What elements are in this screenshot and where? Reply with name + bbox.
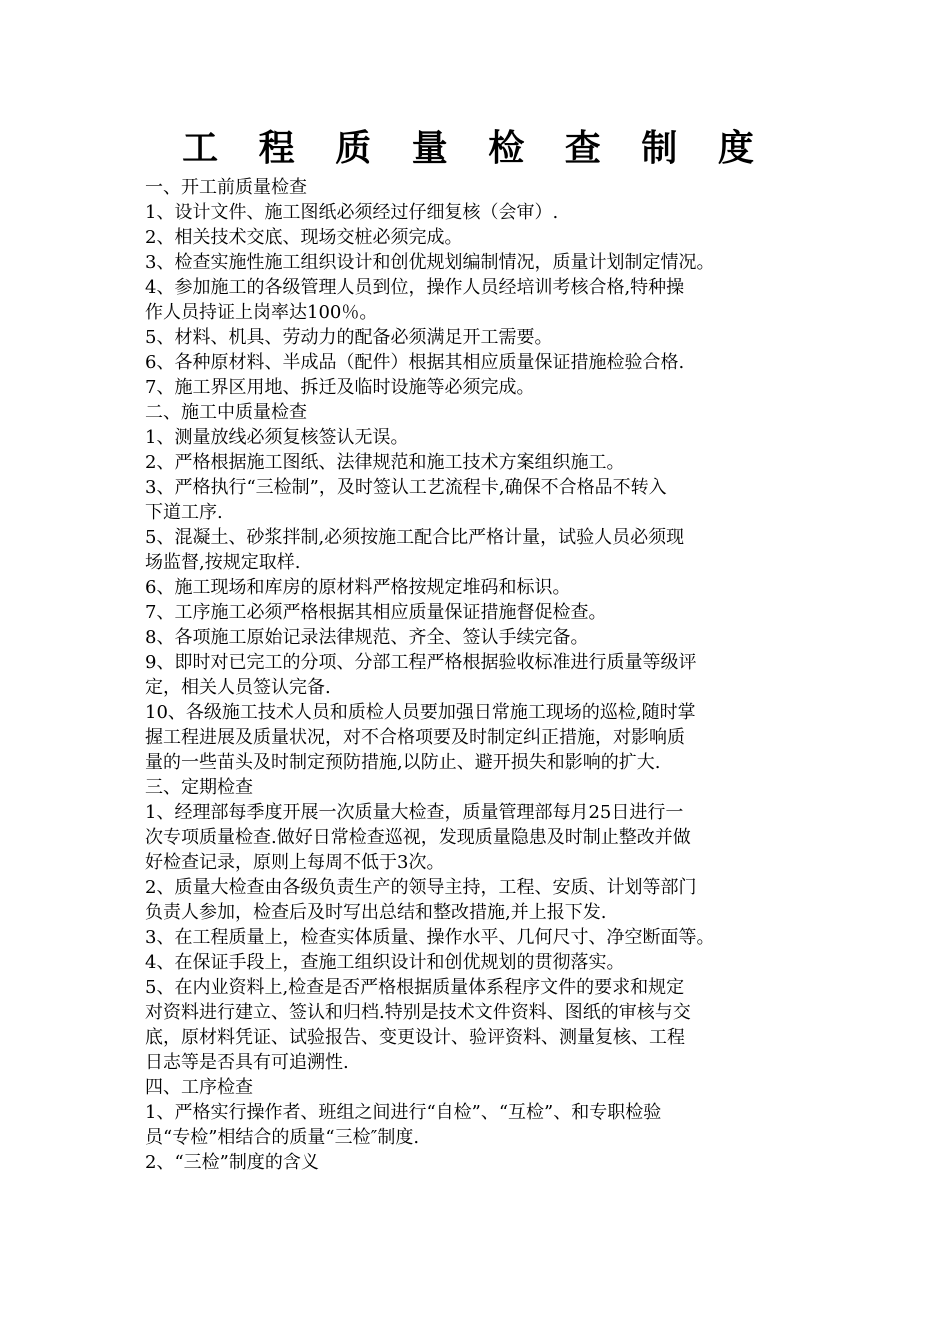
text-line: 量的一些苗头及时制定预防措施,以防止、避开损失和影响的扩大. xyxy=(145,752,661,773)
text-line: 员“专检”相结合的质量“三检″制度. xyxy=(145,1127,420,1148)
text-line: 底，原材料凭证、试验报告、变更设计、验评资料、测量复核、工程 xyxy=(145,1027,685,1048)
text-line: 场监督,按规定取样. xyxy=(145,552,301,573)
text-line: 2、“三检”制度的含义 xyxy=(145,1152,319,1173)
text-line: 7、施工界区用地、拆迁及临时设施等必须完成。 xyxy=(145,377,535,398)
text-line: 8、各项施工原始记录法律规范、齐全、签认手续完备。 xyxy=(145,627,589,648)
text-line: 日志等是否具有可追溯性. xyxy=(145,1052,349,1073)
text-line: 三、定期检查 xyxy=(145,777,253,798)
text-line: 下道工序. xyxy=(145,502,223,523)
text-line: 1、严格实行操作者、班组之间进行“自检”、“互检”、和专职检验 xyxy=(145,1102,662,1123)
text-line: 6、施工现场和库房的原材料严格按规定堆码和标识。 xyxy=(145,577,571,598)
text-line: 四、工序检查 xyxy=(145,1077,253,1098)
text-line: 2、严格根据施工图纸、法律规范和施工技术方案组织施工。 xyxy=(145,452,625,473)
text-line: 1、设计文件、施工图纸必须经过仔细复核（会审）. xyxy=(145,202,559,223)
text-line: 5、混凝土、砂浆拌制,必须按施工配合比严格计量，试验人员必须现 xyxy=(145,527,685,548)
text-line: 作人员持证上岗率达100％。 xyxy=(145,302,378,323)
text-line: 负责人参加，检查后及时写出总结和整改措施,并上报下发. xyxy=(145,902,607,923)
text-line: 5、材料、机具、劳动力的配备必须满足开工需要。 xyxy=(145,327,553,348)
document-title: 工 程 质 量 检 查 制 度 xyxy=(182,127,768,169)
document-body xyxy=(145,175,820,1175)
text-line: 对资料进行建立、签认和归档.特别是技术文件资料、图纸的审核与交 xyxy=(145,1002,691,1023)
text-line: 4、参加施工的各级管理人员到位，操作人员经培训考核合格,特种操 xyxy=(145,277,685,298)
text-line: 9、即时对已完工的分项、分部工程严格根据验收标准进行质量等级评 xyxy=(145,652,697,673)
text-line: 一、开工前质量检查 xyxy=(145,177,307,198)
text-line: 握工程进展及质量状况，对不合格项要及时制定纠正措施，对影响质 xyxy=(145,727,685,748)
text-line: 3、在工程质量上，检查实体质量、操作水平、几何尺寸、净空断面等。 xyxy=(145,927,715,948)
text-line: 次专项质量检查.做好日常检查巡视，发现质量隐患及时制止整改并做 xyxy=(145,827,691,848)
text-line: 1、测量放线必须复核签认无误。 xyxy=(145,427,409,448)
text-line: 6、各种原材料、半成品（配件）根据其相应质量保证措施检验合格. xyxy=(145,352,685,373)
text-line: 二、施工中质量检查 xyxy=(145,402,307,423)
text-line: 2、质量大检查由各级负责生产的领导主持，工程、安质、计划等部门 xyxy=(145,877,697,898)
text-line: 定，相关人员签认完备. xyxy=(145,677,331,698)
text-line: 1、经理部每季度开展一次质量大检查，质量管理部每月25日进行一 xyxy=(145,802,684,823)
text-line: 10、各级施工技术人员和质检人员要加强日常施工现场的巡检,随时掌 xyxy=(145,702,696,723)
text-line: 3、检查实施性施工组织设计和创优规划编制情况，质量计划制定情况。 xyxy=(145,252,715,273)
text-line: 4、在保证手段上，查施工组织设计和创优规划的贯彻落实。 xyxy=(145,952,625,973)
text-line: 7、工序施工必须严格根据其相应质量保证措施督促检查。 xyxy=(145,602,607,623)
text-line: 3、严格执行“三检制”，及时签认工艺流程卡,确保不合格品不转入 xyxy=(145,477,667,498)
text-line: 2、相关技术交底、现场交桩必须完成。 xyxy=(145,227,463,248)
text-line: 5、在内业资料上,检查是否严格根据质量体系程序文件的要求和规定 xyxy=(145,977,685,998)
text-line: 好检查记录，原则上每周不低于3次。 xyxy=(145,852,445,873)
